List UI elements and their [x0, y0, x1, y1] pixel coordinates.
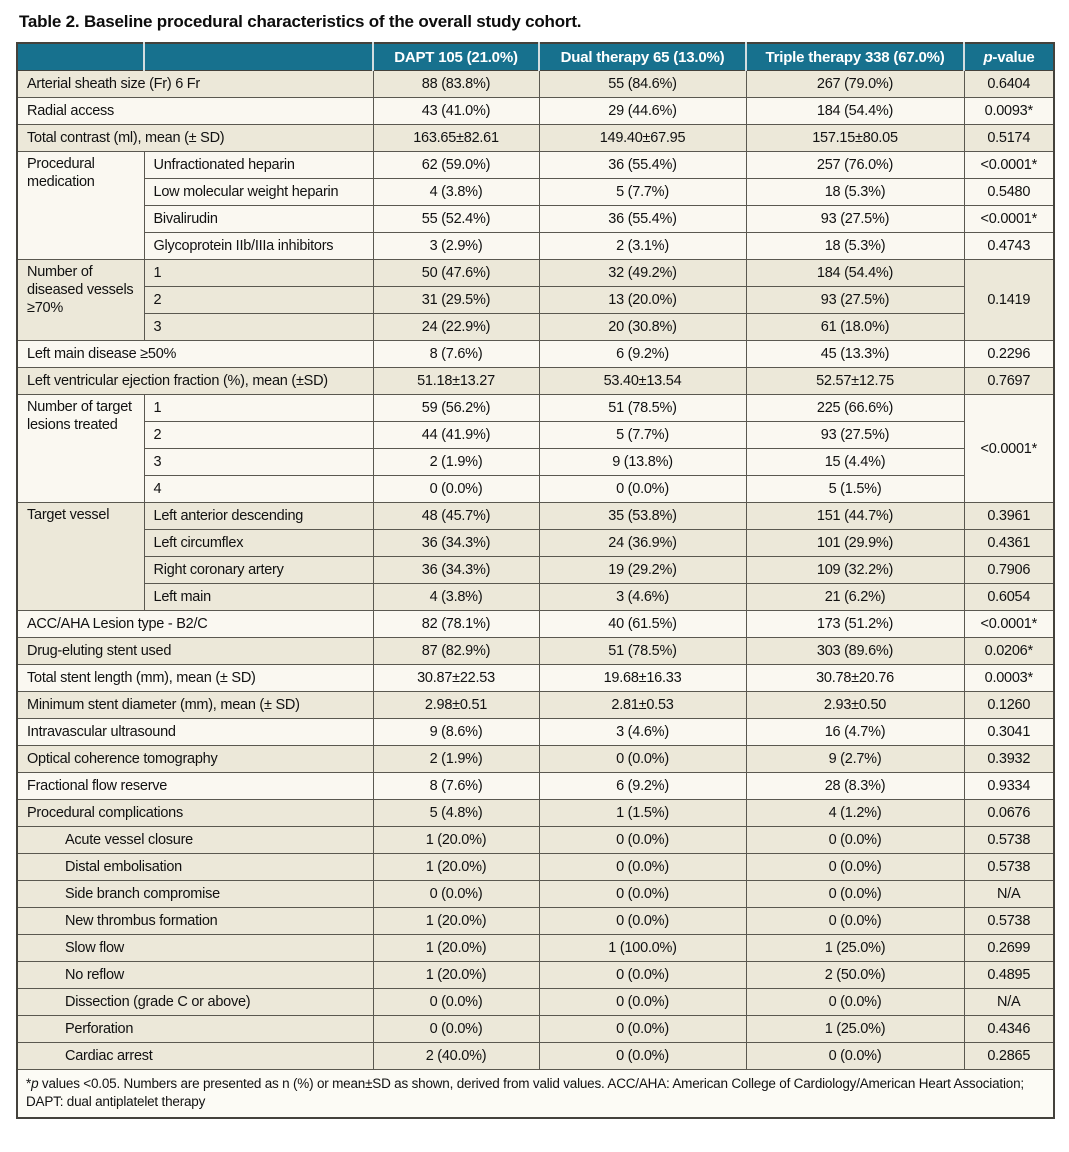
row-label: Drug-eluting stent used [17, 638, 373, 665]
value-cell-col2: 13 (20.0%) [539, 287, 746, 314]
p-value-cell: 0.2865 [964, 1043, 1054, 1070]
table-row [17, 341, 1054, 368]
table-row [17, 611, 1054, 638]
value-cell-col2: 0 (0.0%) [539, 476, 746, 503]
p-value-cell: 0.0206* [964, 638, 1054, 665]
row-label: Perforation [17, 1016, 373, 1043]
p-value-cell: <0.0001* [964, 152, 1054, 179]
value-cell-col3: 93 (27.5%) [746, 206, 964, 233]
row-group-label: Procedural medication [17, 152, 144, 260]
table-row [17, 260, 1054, 287]
header-col-dapt: DAPT 105 (21.0%) [373, 43, 539, 71]
value-cell-col3: 184 (54.4%) [746, 98, 964, 125]
footnote-text: values <0.05. Numbers are presented as n (%) or mean±SD as shown, derived from valid values. ACC/AHA: American College of Cardiology/American Heart Association; DAPT: dual antiplatelet therapy [26, 1076, 1024, 1110]
value-cell-col2: 0 (0.0%) [539, 854, 746, 881]
value-cell-col3: 2.93±0.50 [746, 692, 964, 719]
table-row [17, 476, 1054, 503]
value-cell-col1: 163.65±82.61 [373, 125, 539, 152]
value-cell-col3: 0 (0.0%) [746, 1043, 964, 1070]
row-label: Procedural complications [17, 800, 373, 827]
table-row [17, 314, 1054, 341]
value-cell-col2: 0 (0.0%) [539, 962, 746, 989]
table-row [17, 1043, 1054, 1070]
value-cell-col1: 88 (83.8%) [373, 71, 539, 98]
table-row [17, 827, 1054, 854]
row-sub-label: Low molecular weight heparin [144, 179, 373, 206]
value-cell-col1: 2 (1.9%) [373, 449, 539, 476]
p-value-cell: 0.0676 [964, 800, 1054, 827]
table-row [17, 800, 1054, 827]
p-value-cell: 0.7697 [964, 368, 1054, 395]
table-row [17, 665, 1054, 692]
value-cell-col1: 0 (0.0%) [373, 989, 539, 1016]
value-cell-col3: 151 (44.7%) [746, 503, 964, 530]
p-value-cell: 0.2296 [964, 341, 1054, 368]
p-value-cell: 0.6404 [964, 71, 1054, 98]
value-cell-col2: 1 (100.0%) [539, 935, 746, 962]
value-cell-col2: 0 (0.0%) [539, 1016, 746, 1043]
value-cell-col2: 5 (7.7%) [539, 179, 746, 206]
p-value-cell: 0.5480 [964, 179, 1054, 206]
row-group-label: Number of diseased vessels ≥70% [17, 260, 144, 341]
value-cell-col3: 18 (5.3%) [746, 233, 964, 260]
row-label: Cardiac arrest [17, 1043, 373, 1070]
table-row [17, 530, 1054, 557]
baseline-characteristics-table [16, 42, 1055, 1119]
row-sub-label: Right coronary artery [144, 557, 373, 584]
p-value-cell: 0.4895 [964, 962, 1054, 989]
value-cell-col2: 3 (4.6%) [539, 584, 746, 611]
value-cell-col3: 61 (18.0%) [746, 314, 964, 341]
value-cell-col2: 55 (84.6%) [539, 71, 746, 98]
row-label: Side branch compromise [17, 881, 373, 908]
value-cell-col3: 30.78±20.76 [746, 665, 964, 692]
row-label: Fractional flow reserve [17, 773, 373, 800]
value-cell-col1: 1 (20.0%) [373, 935, 539, 962]
row-sub-label: 3 [144, 314, 373, 341]
header-col-dual-therapy: Dual therapy 65 (13.0%) [539, 43, 746, 71]
value-cell-col1: 5 (4.8%) [373, 800, 539, 827]
value-cell-col1: 8 (7.6%) [373, 341, 539, 368]
value-cell-col1: 31 (29.5%) [373, 287, 539, 314]
value-cell-col3: 184 (54.4%) [746, 260, 964, 287]
footnote [17, 1070, 1054, 1119]
value-cell-col2: 6 (9.2%) [539, 341, 746, 368]
p-value-cell: <0.0001* [964, 395, 1054, 503]
p-value-cell: 0.4743 [964, 233, 1054, 260]
value-cell-col3: 303 (89.6%) [746, 638, 964, 665]
header-col-p-value [964, 43, 1054, 71]
p-value-cell: 0.2699 [964, 935, 1054, 962]
row-label: Acute vessel closure [17, 827, 373, 854]
value-cell-col3: 52.57±12.75 [746, 368, 964, 395]
row-label: Minimum stent diameter (mm), mean (± SD) [17, 692, 373, 719]
value-cell-col2: 53.40±13.54 [539, 368, 746, 395]
table-row [17, 719, 1054, 746]
p-value-italic-p: p [983, 48, 993, 66]
value-cell-col1: 9 (8.6%) [373, 719, 539, 746]
row-sub-label: Unfractionated heparin [144, 152, 373, 179]
row-label: Left ventricular ejection fraction (%), mean (±SD) [17, 368, 373, 395]
value-cell-col3: 0 (0.0%) [746, 881, 964, 908]
table-title: Table 2. Baseline procedural characteristics of the overall study cohort. [19, 12, 582, 31]
value-cell-col2: 51 (78.5%) [539, 395, 746, 422]
value-cell-col1: 0 (0.0%) [373, 1016, 539, 1043]
row-sub-label: 1 [144, 395, 373, 422]
row-sub-label: 4 [144, 476, 373, 503]
value-cell-col3: 4 (1.2%) [746, 800, 964, 827]
footnote-star: * [26, 1076, 32, 1091]
value-cell-col2: 35 (53.8%) [539, 503, 746, 530]
value-cell-col1: 1 (20.0%) [373, 827, 539, 854]
value-cell-col3: 16 (4.7%) [746, 719, 964, 746]
value-cell-col2: 19 (29.2%) [539, 557, 746, 584]
value-cell-col3: 109 (32.2%) [746, 557, 964, 584]
value-cell-col1: 0 (0.0%) [373, 476, 539, 503]
value-cell-col2: 51 (78.5%) [539, 638, 746, 665]
table-row [17, 1016, 1054, 1043]
row-sub-label: Left anterior descending [144, 503, 373, 530]
value-cell-col1: 2 (1.9%) [373, 746, 539, 773]
value-cell-col3: 28 (8.3%) [746, 773, 964, 800]
table-row [17, 206, 1054, 233]
row-label: Radial access [17, 98, 373, 125]
footnote-row [17, 1070, 1054, 1119]
table-body [17, 71, 1054, 1070]
p-value-cell: <0.0001* [964, 206, 1054, 233]
row-label: No reflow [17, 962, 373, 989]
value-cell-col1: 4 (3.8%) [373, 584, 539, 611]
table-row [17, 98, 1054, 125]
value-cell-col3: 18 (5.3%) [746, 179, 964, 206]
row-label: Arterial sheath size (Fr) 6 Fr [17, 71, 373, 98]
value-cell-col1: 51.18±13.27 [373, 368, 539, 395]
row-sub-label: 3 [144, 449, 373, 476]
table-row [17, 368, 1054, 395]
value-cell-col1: 48 (45.7%) [373, 503, 539, 530]
value-cell-col1: 55 (52.4%) [373, 206, 539, 233]
value-cell-col1: 2 (40.0%) [373, 1043, 539, 1070]
value-cell-col3: 15 (4.4%) [746, 449, 964, 476]
value-cell-col2: 0 (0.0%) [539, 827, 746, 854]
value-cell-col3: 0 (0.0%) [746, 908, 964, 935]
table-row [17, 422, 1054, 449]
table-row [17, 881, 1054, 908]
p-value-cell: 0.9334 [964, 773, 1054, 800]
row-sub-label: Bivalirudin [144, 206, 373, 233]
value-cell-col2: 19.68±16.33 [539, 665, 746, 692]
value-cell-col1: 59 (56.2%) [373, 395, 539, 422]
p-value-rest: -value [992, 48, 1035, 66]
value-cell-col2: 20 (30.8%) [539, 314, 746, 341]
p-value-cell: 0.0003* [964, 665, 1054, 692]
row-label: ACC/AHA Lesion type - B2/C [17, 611, 373, 638]
value-cell-col2: 36 (55.4%) [539, 206, 746, 233]
value-cell-col3: 157.15±80.05 [746, 125, 964, 152]
row-label: Dissection (grade C or above) [17, 989, 373, 1016]
table-row [17, 584, 1054, 611]
table-row [17, 125, 1054, 152]
value-cell-col1: 8 (7.6%) [373, 773, 539, 800]
table-row [17, 233, 1054, 260]
p-value-cell: 0.1419 [964, 260, 1054, 341]
value-cell-col2: 0 (0.0%) [539, 989, 746, 1016]
value-cell-col2: 3 (4.6%) [539, 719, 746, 746]
table-row [17, 773, 1054, 800]
table-row [17, 152, 1054, 179]
value-cell-col3: 93 (27.5%) [746, 422, 964, 449]
value-cell-col2: 0 (0.0%) [539, 746, 746, 773]
row-label: Distal embolisation [17, 854, 373, 881]
value-cell-col3: 21 (6.2%) [746, 584, 964, 611]
table-row [17, 71, 1054, 98]
p-value-cell: 0.4346 [964, 1016, 1054, 1043]
value-cell-col1: 50 (47.6%) [373, 260, 539, 287]
value-cell-col3: 1 (25.0%) [746, 935, 964, 962]
row-sub-label: 2 [144, 287, 373, 314]
value-cell-col3: 5 (1.5%) [746, 476, 964, 503]
value-cell-col3: 173 (51.2%) [746, 611, 964, 638]
value-cell-col1: 87 (82.9%) [373, 638, 539, 665]
row-sub-label: 1 [144, 260, 373, 287]
header-spacer-2 [144, 43, 373, 71]
value-cell-col3: 9 (2.7%) [746, 746, 964, 773]
row-label: Slow flow [17, 935, 373, 962]
value-cell-col2: 2 (3.1%) [539, 233, 746, 260]
table-row [17, 287, 1054, 314]
value-cell-col1: 44 (41.9%) [373, 422, 539, 449]
table-row [17, 746, 1054, 773]
table-row [17, 449, 1054, 476]
p-value-cell: 0.3961 [964, 503, 1054, 530]
value-cell-col2: 9 (13.8%) [539, 449, 746, 476]
value-cell-col1: 3 (2.9%) [373, 233, 539, 260]
value-cell-col2: 0 (0.0%) [539, 1043, 746, 1070]
value-cell-col2: 36 (55.4%) [539, 152, 746, 179]
table-row [17, 179, 1054, 206]
p-value-cell: 0.7906 [964, 557, 1054, 584]
table-row [17, 989, 1054, 1016]
row-sub-label: 2 [144, 422, 373, 449]
value-cell-col2: 40 (61.5%) [539, 611, 746, 638]
value-cell-col3: 267 (79.0%) [746, 71, 964, 98]
value-cell-col2: 1 (1.5%) [539, 800, 746, 827]
p-value-cell: <0.0001* [964, 611, 1054, 638]
p-value-cell: 0.5738 [964, 908, 1054, 935]
p-value-cell: 0.5738 [964, 854, 1054, 881]
row-sub-label: Glycoprotein IIb/IIIa inhibitors [144, 233, 373, 260]
table-row [17, 557, 1054, 584]
row-group-label: Number of target lesions treated [17, 395, 144, 503]
value-cell-col1: 2.98±0.51 [373, 692, 539, 719]
p-value-cell: 0.5174 [964, 125, 1054, 152]
p-value-cell: 0.3932 [964, 746, 1054, 773]
value-cell-col2: 29 (44.6%) [539, 98, 746, 125]
value-cell-col1: 43 (41.0%) [373, 98, 539, 125]
value-cell-col3: 0 (0.0%) [746, 854, 964, 881]
value-cell-col1: 4 (3.8%) [373, 179, 539, 206]
value-cell-col2: 2.81±0.53 [539, 692, 746, 719]
footnote-italic-p: p [31, 1076, 39, 1091]
value-cell-col2: 0 (0.0%) [539, 908, 746, 935]
value-cell-col3: 257 (76.0%) [746, 152, 964, 179]
value-cell-col3: 1 (25.0%) [746, 1016, 964, 1043]
value-cell-col2: 0 (0.0%) [539, 881, 746, 908]
value-cell-col2: 5 (7.7%) [539, 422, 746, 449]
value-cell-col3: 45 (13.3%) [746, 341, 964, 368]
value-cell-col1: 1 (20.0%) [373, 854, 539, 881]
row-label: Intravascular ultrasound [17, 719, 373, 746]
header-spacer-1 [17, 43, 144, 71]
value-cell-col1: 82 (78.1%) [373, 611, 539, 638]
value-cell-col2: 149.40±67.95 [539, 125, 746, 152]
row-group-label: Target vessel [17, 503, 144, 611]
row-label: Optical coherence tomography [17, 746, 373, 773]
value-cell-col1: 0 (0.0%) [373, 881, 539, 908]
value-cell-col2: 24 (36.9%) [539, 530, 746, 557]
p-value-cell: 0.0093* [964, 98, 1054, 125]
row-label: Total stent length (mm), mean (± SD) [17, 665, 373, 692]
p-value-cell: N/A [964, 989, 1054, 1016]
p-value-cell: 0.1260 [964, 692, 1054, 719]
value-cell-col3: 2 (50.0%) [746, 962, 964, 989]
row-label: Left main disease ≥50% [17, 341, 373, 368]
value-cell-col3: 0 (0.0%) [746, 989, 964, 1016]
p-value-cell: 0.6054 [964, 584, 1054, 611]
row-sub-label: Left circumflex [144, 530, 373, 557]
value-cell-col1: 62 (59.0%) [373, 152, 539, 179]
row-label: Total contrast (ml), mean (± SD) [17, 125, 373, 152]
header-col-triple-therapy: Triple therapy 338 (67.0%) [746, 43, 964, 71]
value-cell-col1: 30.87±22.53 [373, 665, 539, 692]
table-row [17, 395, 1054, 422]
header-row [17, 43, 1054, 71]
p-value-cell: 0.5738 [964, 827, 1054, 854]
value-cell-col3: 101 (29.9%) [746, 530, 964, 557]
value-cell-col1: 1 (20.0%) [373, 908, 539, 935]
value-cell-col3: 0 (0.0%) [746, 827, 964, 854]
value-cell-col1: 36 (34.3%) [373, 530, 539, 557]
table-row [17, 962, 1054, 989]
value-cell-col3: 225 (66.6%) [746, 395, 964, 422]
row-label: New thrombus formation [17, 908, 373, 935]
table-row [17, 935, 1054, 962]
row-sub-label: Left main [144, 584, 373, 611]
value-cell-col2: 32 (49.2%) [539, 260, 746, 287]
value-cell-col1: 24 (22.9%) [373, 314, 539, 341]
value-cell-col1: 1 (20.0%) [373, 962, 539, 989]
table-row [17, 908, 1054, 935]
p-value-cell: 0.3041 [964, 719, 1054, 746]
table-row [17, 503, 1054, 530]
value-cell-col3: 93 (27.5%) [746, 287, 964, 314]
value-cell-col2: 6 (9.2%) [539, 773, 746, 800]
table-row [17, 692, 1054, 719]
p-value-cell: N/A [964, 881, 1054, 908]
value-cell-col1: 36 (34.3%) [373, 557, 539, 584]
p-value-cell: 0.4361 [964, 530, 1054, 557]
table-row [17, 638, 1054, 665]
table-row [17, 854, 1054, 881]
